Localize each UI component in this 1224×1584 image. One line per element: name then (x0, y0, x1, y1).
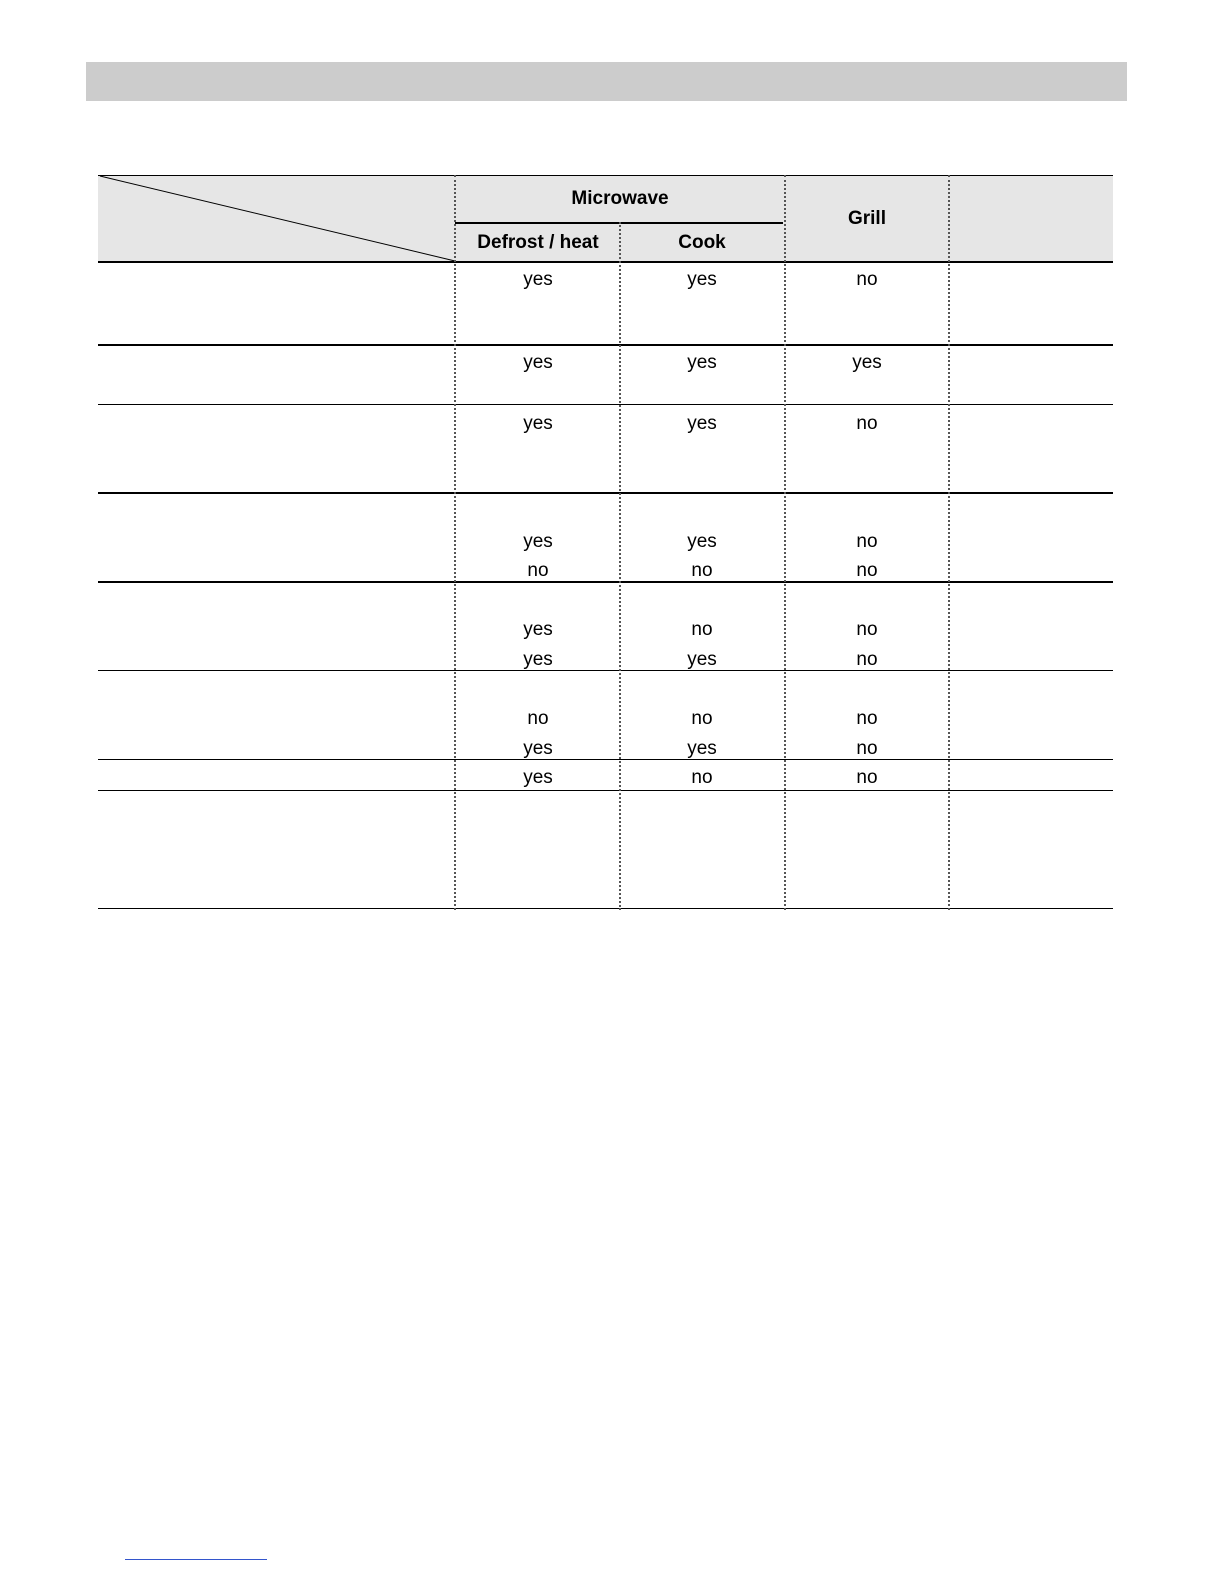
cell-defrost-heat: yes (523, 531, 553, 552)
cell-cook: no (691, 708, 713, 729)
table-top-rule (98, 175, 1113, 176)
cell-cook: yes (687, 531, 717, 552)
cell-cook: no (691, 619, 713, 640)
header-bottom-rule (98, 261, 1113, 263)
cookware-compatibility-table (98, 175, 1113, 910)
section-title-band (86, 62, 1127, 101)
footnote-separator (125, 1559, 267, 1560)
cell-cook: yes (687, 738, 717, 759)
header-diagonal-divider (98, 175, 458, 263)
header-microwave: Microwave (571, 188, 669, 209)
cell-grill: no (856, 269, 878, 290)
row-rule (98, 404, 1113, 405)
cell-grill: no (856, 560, 878, 581)
cell-defrost-heat: yes (523, 738, 553, 759)
cell-defrost-heat: no (527, 560, 549, 581)
cell-defrost-heat: no (527, 708, 549, 729)
cell-defrost-heat: yes (523, 269, 553, 290)
cell-cook: yes (687, 413, 717, 434)
header-grill: Grill (847, 208, 886, 229)
cell-defrost-heat: yes (523, 619, 553, 640)
cell-grill: no (856, 708, 878, 729)
cell-grill: no (856, 738, 878, 759)
cell-defrost-heat: yes (523, 649, 553, 670)
cell-defrost-heat: yes (523, 767, 553, 788)
cell-grill: no (856, 413, 878, 434)
table-bottom-rule (98, 908, 1113, 909)
cell-cook: yes (687, 352, 717, 373)
cell-grill: yes (852, 352, 882, 373)
header-defrost-heat: Defrost / heat (477, 232, 599, 253)
cell-defrost-heat: yes (523, 413, 553, 434)
cell-defrost-heat: yes (523, 352, 553, 373)
row-rule (98, 790, 1113, 791)
header-cook: Cook (678, 232, 726, 253)
cell-grill: no (856, 649, 878, 670)
cell-cook: yes (687, 269, 717, 290)
cell-grill: no (856, 767, 878, 788)
cell-cook: no (691, 767, 713, 788)
cell-grill: no (856, 531, 878, 552)
cell-cook: no (691, 560, 713, 581)
row-rule (98, 344, 1113, 346)
row-rule (98, 492, 1113, 494)
cell-cook: yes (687, 649, 717, 670)
cell-grill: no (856, 619, 878, 640)
